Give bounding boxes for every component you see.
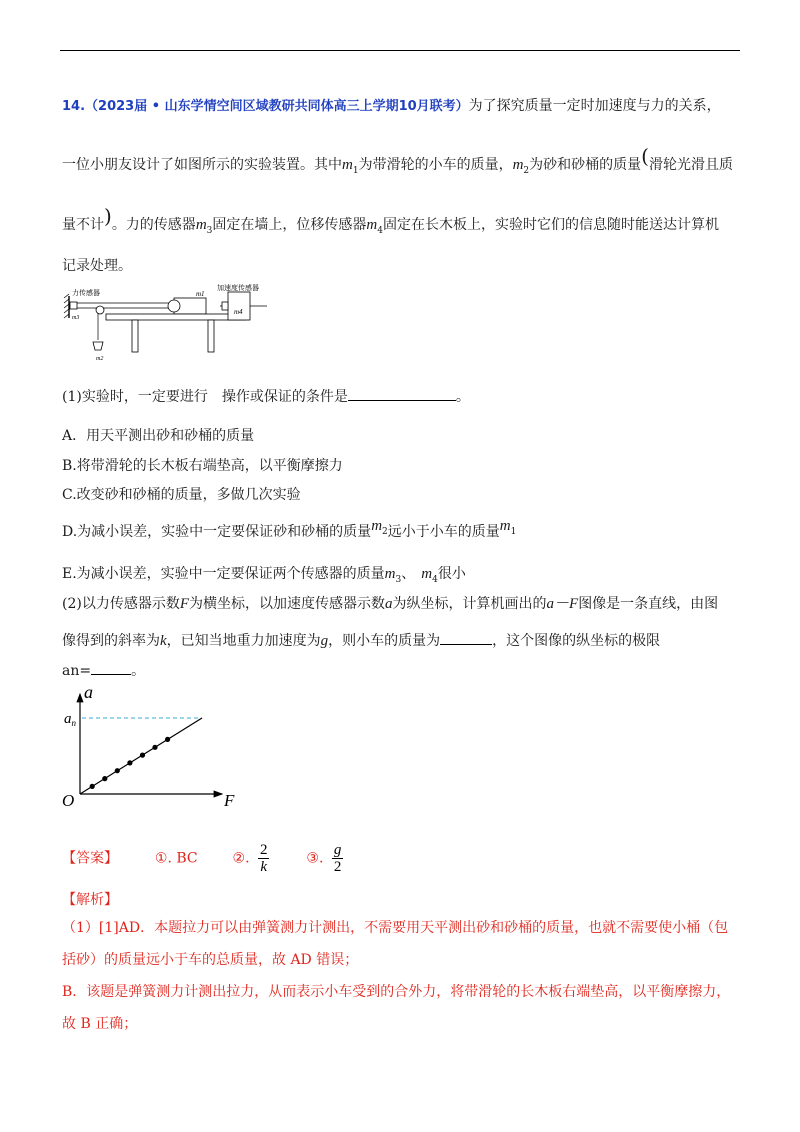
part2-text: 为横坐标，以加速度传感器示数 bbox=[189, 596, 386, 612]
data-point bbox=[102, 776, 107, 781]
accel-sensor-label: 加速度传感器 bbox=[217, 284, 259, 292]
question-line-2 bbox=[62, 144, 733, 181]
stem-text: 滑轮光滑且质 bbox=[648, 157, 733, 173]
var-m3: m bbox=[384, 566, 396, 582]
stem-text: 为了探究质量一定时加速度与力的关系， bbox=[468, 98, 721, 114]
paren-close: ) bbox=[104, 204, 112, 228]
option-e bbox=[62, 564, 466, 590]
y-axis-label: a bbox=[84, 682, 93, 702]
option-e-text: 很小 bbox=[437, 566, 466, 582]
stem-text: 为砂和砂桶的质量 bbox=[529, 157, 642, 173]
var-m4: m bbox=[366, 217, 378, 233]
force-sensor-label: 力传感器 bbox=[72, 289, 100, 297]
option-d bbox=[62, 518, 517, 548]
question-number: 14. bbox=[62, 99, 86, 114]
option-c: C.改变砂和砂桶的质量，多做几次实验 bbox=[62, 487, 301, 503]
subscript: 2 bbox=[382, 526, 388, 537]
stem-text: 固定在墙上，位移传感器 bbox=[212, 217, 367, 233]
part2-text: ，已知当地重力加速度为 bbox=[166, 633, 321, 649]
question-line-4 bbox=[62, 256, 132, 276]
header-rule bbox=[60, 50, 740, 51]
var-k: k bbox=[160, 633, 167, 649]
subscript: 4 bbox=[432, 574, 438, 585]
part2-line-3 bbox=[62, 660, 145, 681]
fraction-numerator: g bbox=[333, 842, 342, 858]
var-F: F bbox=[179, 596, 190, 612]
a-F-graph bbox=[58, 682, 248, 810]
stem-text: 一位小朋友设计了如图所示的实验装置。其中 bbox=[62, 157, 342, 173]
question-source: （2023届 • 山东学情空间区域教研共同体高三上学期10月联考） bbox=[85, 99, 469, 114]
a-n-letter: a bbox=[64, 711, 72, 727]
data-point bbox=[127, 760, 132, 765]
subscript: 1 bbox=[352, 165, 359, 176]
a-minus-F: a－F bbox=[546, 596, 579, 612]
part1-prompt-text: (1)实验时，一定要进行 bbox=[62, 389, 208, 405]
var-a: a bbox=[385, 596, 393, 612]
m1-label: m1 bbox=[196, 290, 205, 298]
part2-line-1 bbox=[62, 594, 718, 614]
var-m4: m bbox=[421, 566, 433, 582]
question-line-3 bbox=[62, 204, 719, 241]
option-d-text: D.为减小误差，实验中一定要保证砂和砂桶的质量 bbox=[62, 524, 372, 540]
part1-prompt-end: 。 bbox=[455, 389, 470, 405]
origin-label: O bbox=[62, 791, 75, 810]
part2-text: ，则小车的质量为 bbox=[328, 633, 441, 649]
var-m2: m bbox=[512, 157, 524, 173]
option-a: A．用天平测出砂和砂桶的质量 bbox=[62, 428, 255, 444]
fraction-denominator: 2 bbox=[333, 859, 342, 875]
analysis-para-2-line-2: 故 B 正确； bbox=[62, 1016, 138, 1032]
stem-text: 记录处理。 bbox=[62, 258, 132, 274]
part2-text: 像得到的斜率为 bbox=[62, 633, 160, 649]
option-b: B.将带滑轮的长木板右端垫高，以平衡摩擦力 bbox=[62, 458, 343, 474]
stem-text: 量不计 bbox=[62, 217, 104, 233]
x-axis-label: F bbox=[224, 791, 235, 810]
answer-blank-1[interactable] bbox=[348, 386, 456, 401]
option-e-sep: 、 bbox=[401, 566, 416, 582]
data-point bbox=[140, 753, 145, 758]
data-point bbox=[165, 737, 170, 742]
analysis-para-1-line-1: （1）[1]AD．本题拉力可以由弹簧测力计测出，不需要用天平测出砂和砂桶的质量，也就不需要使小桶（包 bbox=[62, 920, 729, 936]
answer-3-fraction bbox=[332, 842, 344, 875]
answer-blank-2[interactable] bbox=[440, 630, 492, 645]
m2-label: m2 bbox=[96, 356, 104, 362]
data-point bbox=[152, 745, 157, 750]
var-m3: m bbox=[195, 217, 207, 233]
a-n-label bbox=[64, 711, 77, 728]
var-m2: m bbox=[371, 518, 383, 534]
answer-2-fraction bbox=[258, 842, 270, 875]
paren-open: ( bbox=[641, 144, 649, 168]
a-n-subscript: n bbox=[71, 718, 76, 728]
part2-text: an= bbox=[62, 663, 92, 679]
stem-text: 为带滑轮的小车的质量， bbox=[358, 157, 513, 173]
answer-label: 【答案】 bbox=[62, 850, 118, 867]
answer-line bbox=[62, 842, 347, 875]
option-e-text: E.为减小误差，实验中一定要保证两个传感器的质量 bbox=[62, 566, 385, 582]
answer-2-prefix: ②. bbox=[232, 850, 250, 867]
var-g: g bbox=[320, 633, 329, 649]
subscript: 3 bbox=[206, 225, 213, 236]
fraction-numerator: 2 bbox=[260, 842, 268, 858]
analysis-para-1-line-2: 括砂）的质量远小于车的总质量，故 AD 错误； bbox=[62, 952, 359, 968]
stem-text: 固定在长木板上，实验时它们的信息随时能送达计算机 bbox=[382, 217, 719, 233]
question-line-1 bbox=[62, 96, 721, 117]
option-d-text: 远小于小车的质量 bbox=[387, 524, 500, 540]
var-m1: m bbox=[342, 157, 353, 173]
subscript: 2 bbox=[523, 165, 530, 176]
stem-text: 。力的传感器 bbox=[111, 217, 196, 233]
answer-blank-3[interactable] bbox=[91, 660, 131, 675]
fraction-denominator: k bbox=[260, 859, 268, 875]
part2-text: (2)以力传感器示数 bbox=[62, 596, 180, 612]
data-point bbox=[90, 784, 95, 789]
subscript: 4 bbox=[377, 225, 383, 236]
part2-text: ，这个图像的纵坐标的极限 bbox=[492, 633, 661, 649]
analysis-para-2-line-1: B．该题是弹簧测力计测出拉力，从而表示小车受到的合外力，将带滑轮的长木板右端垫高，以平衡摩擦力， bbox=[62, 984, 731, 1000]
analysis-label: 【解析】 bbox=[62, 892, 118, 908]
part2-text: 图像是一条直线，由图 bbox=[578, 596, 719, 612]
var-m1: m bbox=[499, 518, 511, 534]
part1-prompt bbox=[62, 386, 470, 407]
part2-text: 。 bbox=[131, 663, 146, 679]
m3-label: m3 bbox=[72, 315, 80, 321]
subscript: 3 bbox=[395, 574, 402, 585]
data-point bbox=[115, 768, 120, 773]
part2-line-2 bbox=[62, 630, 660, 651]
apparatus-diagram bbox=[62, 282, 272, 364]
answer-1: ①. BC bbox=[154, 850, 198, 867]
subscript: 1 bbox=[510, 526, 517, 537]
part2-text: 为纵坐标，计算机画出的 bbox=[392, 596, 547, 612]
m4-label: m4 bbox=[234, 308, 243, 316]
part1-prompt-text: 操作或保证的条件是 bbox=[221, 389, 348, 405]
answer-3-prefix: ③. bbox=[306, 850, 324, 867]
